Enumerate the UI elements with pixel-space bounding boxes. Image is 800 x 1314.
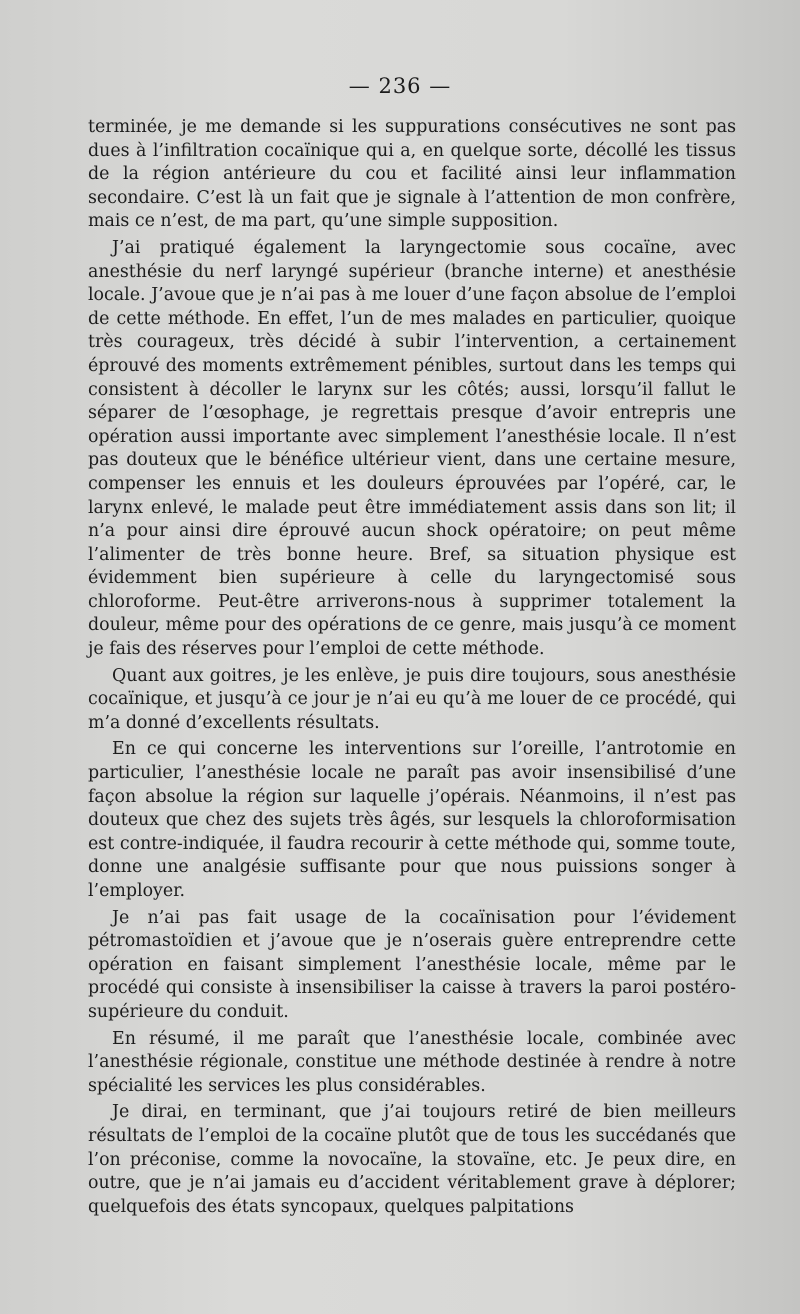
paragraph-6: En résumé, il me paraît que l’anesthésie locale, combinée avec l’anesthésie régionale, constitue une méthode destinée à rendre à notre spécialité les services les plus considérables. — [88, 1028, 736, 1096]
paragraph-2: J’ai pratiqué également la laryngectomie sous cocaïne, avec anesthésie du nerf laryngé supérieur (branche interne) et anesthésie locale. J’avoue que je n’ai pas à me louer d’une façon absolue de l’emploi de cette méthode. En effet, l’un de mes malades en particulier, quoique très courageux, très décidé à subir l’intervention, a certainement éprouvé des moments extrêmement pénibles, surtout dans les temps qui consistent à décoller le larynx sur les côtés; aussi, lorsqu’il fallut le séparer de l’œsophage, je regrettais presque d’avoir entrepris une opération aussi importante avec simplement l’anesthésie locale. Il n’est pas douteux que le bénéfice ultérieur vient, dans une certaine mesure, compenser les ennuis et les douleurs éprouvées par l’opéré, car, le larynx enlevé, le malade peut être immédiatement assis dans son lit; il n’a pour ainsi dire éprouvé aucun shock opératoire; on peut même l’alimenter de très bonne heure. Bref, sa situation physique est évidemment bien supérieure à celle du laryngectomisé sous chloroforme. Peut-être arriverons-nous à supprimer totalement la douleur, même pour des opérations de ce genre, mais jusqu’à ce moment je fais des réserves pour l’emploi de cette méthode. — [88, 237, 736, 660]
page-number: — 236 — — [348, 74, 452, 98]
paragraph-7: Je dirai, en terminant, que j’ai toujours retiré de bien meilleurs résultats de l’emploi de la cocaïne plutôt que de tous les succédanés que l’on préconise, comme la novocaïne, la stovaïne, etc. Je peux dire, en outre, que je n’ai jamais eu d’accident véritablement grave à déplorer; quelquefois des états syncopaux, quelques palpitations — [88, 1102, 736, 1217]
body-text — [88, 116, 736, 1219]
paragraph-4: En ce qui concerne les interventions sur l’oreille, l’antrotomie en particulier, l’anesthésie locale ne paraît pas avoir insensibilisé d’une façon absolue la région sur laquelle j’opérais. Néanmoins, il n’est pas douteux que chez des sujets très âgés, sur lesquels la chloroformisation est contre-indiquée, il faudra recourir à cette méthode qui, somme toute, donne une analgésie suffisante pour que nous puissions songer à l’employer. — [88, 739, 736, 901]
paragraph-3: Quant aux goitres, je les enlève, je puis dire toujours, sous anesthésie cocaïnique, et jusqu’à ce jour je n’ai eu qu’à me louer de ce procédé, qui m’a donné d’excellents résultats. — [88, 665, 736, 733]
paragraph-5: Je n’ai pas fait usage de la cocaïnisation pour l’évidement pétromastoïdien et j’avoue que je n’oserais guère entreprendre cette opération en faisant simplement l’anesthésie locale, même par le procédé qui consiste à insensibiliser la caisse à travers la paroi postéro-supérieure du conduit. — [88, 907, 736, 1022]
paragraph-1: terminée, je me demande si les suppurations consécutives ne sont pas dues à l’infiltration cocaïnique qui a, en quelque sorte, décollé les tissus de la région antérieure du cou et facilité ainsi leur inflammation secondaire. C’est là un fait que je signale à l’attention de mon confrère, mais ce n’est, de ma part, qu’une simple supposition. — [88, 117, 736, 232]
